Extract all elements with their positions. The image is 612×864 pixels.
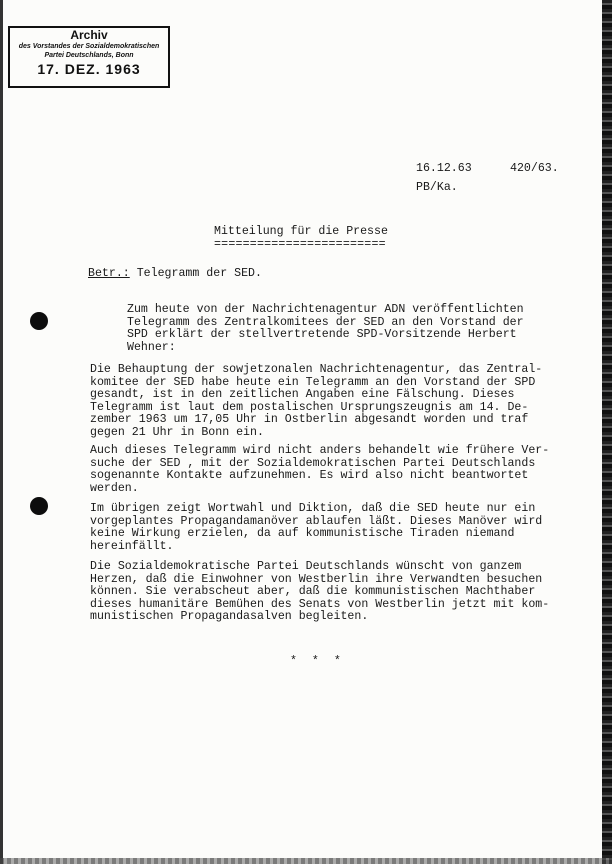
closing-asterisks: * * * (290, 655, 345, 668)
scan-edge-right (602, 0, 612, 864)
stamp-title: Archiv (70, 28, 108, 42)
punch-hole-icon (30, 497, 48, 515)
scan-edge-bottom (0, 858, 612, 864)
scan-edge-left (0, 0, 3, 864)
stamp-organization: des Vorstandes der Sozialdemokratischen (18, 43, 160, 50)
body-paragraph-2: Auch dieses Telegramm wird nicht anders behandelt wie frühere Ver- suche der SED , mit der Sozialdemokratischen Partei Deutschlands sogenannte Kontakte aufzunehmen. Es wird also nicht beantwortet werden. (90, 444, 550, 495)
intro-paragraph: Zum heute von der Nachrichtenagentur ADN veröffentlichten Telegramm des Zentralkomitees der SED an den Vorstand der SPD erklärt der stellvertretende SPD-Vorsitzende Herbert Wehner: (127, 303, 524, 354)
document-department: PB/Ka. (416, 181, 458, 194)
subject-label: Betr.: (88, 267, 130, 280)
punch-hole-icon (30, 312, 48, 330)
subject-text: Telegramm der SED. (136, 267, 262, 280)
archive-stamp (8, 26, 170, 88)
body-paragraph-1: Die Behauptung der sowjetzonalen Nachrichtenagentur, das Zentral- komitee der SED habe heute ein Telegramm an den Vorstand der SPD gesandt, ist in den zeitlichen Angaben eine Fälschung. Dieses Telegramm ist laut dem postalischen Ursprungszeugnis am 14. De- zember 1963 um 17,05 Uhr in Ostberlin abgesandt worden und traf gegen 21 Uhr in Bonn ein. (90, 363, 543, 439)
stamp-date: 17. DEZ. 1963 (37, 61, 141, 77)
subject-line (88, 267, 262, 281)
title-underline: ======================== (214, 238, 386, 251)
document-date: 16.12.63 (416, 162, 472, 175)
document-reference: 420/63. (510, 162, 559, 175)
stamp-location: Partei Deutschlands, Bonn (44, 52, 134, 59)
body-paragraph-4: Die Sozialdemokratische Partei Deutschlands wünscht von ganzem Herzen, daß die Einwohner von Westberlin ihre Verwandten besuchen können. Sie verabscheut aber, daß die kommunistischen Machthaber dieses humanitäre Bemühen des Senats von Westberlin jetzt mit kom- munistischen Propagandasalven begleiten. (90, 560, 550, 624)
document-title: Mitteilung für die Presse (214, 225, 388, 238)
body-paragraph-3: Im übrigen zeigt Wortwahl und Diktion, daß die SED heute nur ein vorgeplantes Propagandamanöver ablaufen läßt. Dieses Manöver wird keine Wirkung erzielen, da auf kommunistische Tiraden niemand hereinfällt. (90, 502, 543, 553)
